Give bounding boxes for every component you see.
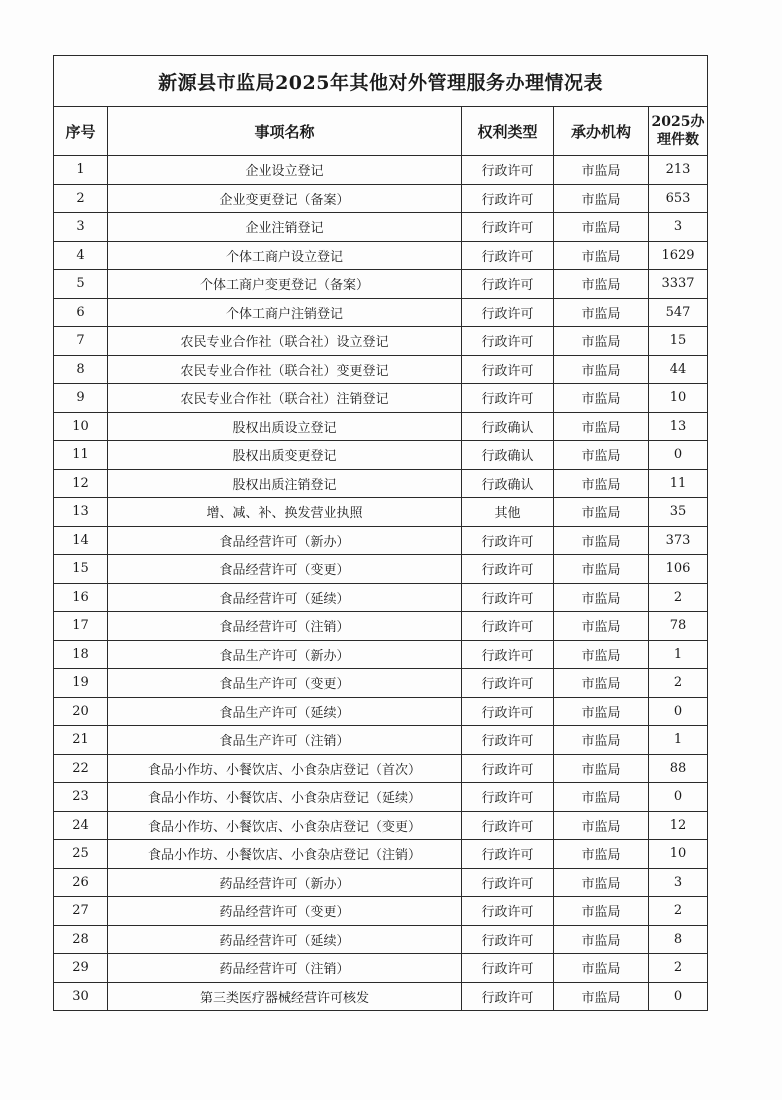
row-count-cell: 13	[649, 412, 708, 441]
row-item-name-cell: 股权出质设立登记	[108, 412, 462, 441]
row-index-cell: 23	[54, 783, 108, 812]
row-agency-cell: 市监局	[554, 868, 649, 897]
table-body	[54, 156, 708, 1011]
row-agency-cell: 市监局	[554, 555, 649, 584]
row-count-cell: 547	[649, 298, 708, 327]
row-right-type-cell: 行政许可	[462, 697, 554, 726]
table-row	[54, 384, 708, 413]
row-right-type-cell: 行政许可	[462, 270, 554, 299]
row-item-name-cell: 药品经营许可（变更）	[108, 897, 462, 926]
row-item-name-cell: 食品生产许可（新办）	[108, 640, 462, 669]
row-count-cell: 12	[649, 811, 708, 840]
row-item-name-cell: 药品经营许可（注销）	[108, 954, 462, 983]
header-item-name: 事项名称	[108, 107, 462, 156]
row-right-type-cell: 行政许可	[462, 327, 554, 356]
row-index-cell: 14	[54, 526, 108, 555]
row-count-cell: 10	[649, 840, 708, 869]
row-agency-cell: 市监局	[554, 925, 649, 954]
table-row	[54, 583, 708, 612]
row-right-type-cell: 行政许可	[462, 954, 554, 983]
row-index-cell: 1	[54, 156, 108, 185]
row-right-type-cell: 行政许可	[462, 640, 554, 669]
row-index-cell: 15	[54, 555, 108, 584]
row-agency-cell: 市监局	[554, 298, 649, 327]
row-item-name-cell: 食品经营许可（注销）	[108, 612, 462, 641]
row-count-cell: 2	[649, 583, 708, 612]
row-count-cell: 8	[649, 925, 708, 954]
table-row	[54, 612, 708, 641]
table-row	[54, 555, 708, 584]
row-count-cell: 1	[649, 726, 708, 755]
row-right-type-cell: 行政许可	[462, 555, 554, 584]
row-agency-cell: 市监局	[554, 412, 649, 441]
row-agency-cell: 市监局	[554, 783, 649, 812]
row-index-cell: 8	[54, 355, 108, 384]
row-index-cell: 16	[54, 583, 108, 612]
row-index-cell: 6	[54, 298, 108, 327]
document-title: 新源县市监局2025年其他对外管理服务办理情况表	[54, 56, 708, 107]
row-item-name-cell: 食品生产许可（变更）	[108, 669, 462, 698]
row-agency-cell: 市监局	[554, 897, 649, 926]
row-item-name-cell: 食品小作坊、小餐饮店、小食杂店登记（注销）	[108, 840, 462, 869]
row-count-cell: 2	[649, 897, 708, 926]
row-right-type-cell: 行政许可	[462, 355, 554, 384]
row-right-type-cell: 行政许可	[462, 897, 554, 926]
row-index-cell: 9	[54, 384, 108, 413]
row-index-cell: 17	[54, 612, 108, 641]
row-item-name-cell: 个体工商户变更登记（备案）	[108, 270, 462, 299]
row-agency-cell: 市监局	[554, 811, 649, 840]
row-agency-cell: 市监局	[554, 640, 649, 669]
table-row	[54, 897, 708, 926]
row-index-cell: 3	[54, 213, 108, 242]
row-item-name-cell: 药品经营许可（新办）	[108, 868, 462, 897]
row-right-type-cell: 行政许可	[462, 811, 554, 840]
row-agency-cell: 市监局	[554, 270, 649, 299]
row-right-type-cell: 行政许可	[462, 526, 554, 555]
row-right-type-cell: 行政确认	[462, 412, 554, 441]
row-index-cell: 13	[54, 498, 108, 527]
row-index-cell: 5	[54, 270, 108, 299]
row-index-cell: 26	[54, 868, 108, 897]
row-item-name-cell: 个体工商户设立登记	[108, 241, 462, 270]
row-agency-cell: 市监局	[554, 840, 649, 869]
table-row	[54, 469, 708, 498]
row-item-name-cell: 药品经营许可（延续）	[108, 925, 462, 954]
row-count-cell: 3337	[649, 270, 708, 299]
row-index-cell: 29	[54, 954, 108, 983]
row-index-cell: 30	[54, 982, 108, 1011]
row-right-type-cell: 行政确认	[462, 441, 554, 470]
row-count-cell: 10	[649, 384, 708, 413]
row-agency-cell: 市监局	[554, 669, 649, 698]
service-table	[53, 55, 708, 1011]
row-count-cell: 0	[649, 982, 708, 1011]
table-row	[54, 954, 708, 983]
row-index-cell: 4	[54, 241, 108, 270]
row-agency-cell: 市监局	[554, 583, 649, 612]
row-right-type-cell: 行政许可	[462, 669, 554, 698]
table-header-row	[54, 107, 708, 156]
row-agency-cell: 市监局	[554, 498, 649, 527]
row-count-cell: 0	[649, 697, 708, 726]
row-agency-cell: 市监局	[554, 441, 649, 470]
row-item-name-cell: 增、减、补、换发营业执照	[108, 498, 462, 527]
table-row	[54, 156, 708, 185]
row-item-name-cell: 第三类医疗器械经营许可核发	[108, 982, 462, 1011]
row-agency-cell: 市监局	[554, 954, 649, 983]
row-index-cell: 2	[54, 184, 108, 213]
row-index-cell: 18	[54, 640, 108, 669]
row-right-type-cell: 行政许可	[462, 241, 554, 270]
row-right-type-cell: 行政许可	[462, 583, 554, 612]
row-right-type-cell: 行政许可	[462, 384, 554, 413]
row-agency-cell: 市监局	[554, 156, 649, 185]
table-row	[54, 526, 708, 555]
row-right-type-cell: 行政许可	[462, 298, 554, 327]
row-agency-cell: 市监局	[554, 384, 649, 413]
row-right-type-cell: 行政许可	[462, 925, 554, 954]
table-row	[54, 498, 708, 527]
row-item-name-cell: 农民专业合作社（联合社）注销登记	[108, 384, 462, 413]
table-row	[54, 726, 708, 755]
row-item-name-cell: 食品经营许可（变更）	[108, 555, 462, 584]
row-index-cell: 20	[54, 697, 108, 726]
row-count-cell: 0	[649, 441, 708, 470]
row-right-type-cell: 行政许可	[462, 213, 554, 242]
table-row	[54, 811, 708, 840]
header-index: 序号	[54, 107, 108, 156]
row-right-type-cell: 行政许可	[462, 612, 554, 641]
row-item-name-cell: 股权出质变更登记	[108, 441, 462, 470]
row-right-type-cell: 行政许可	[462, 783, 554, 812]
header-count: 2025办理件数	[649, 107, 708, 156]
row-right-type-cell: 行政许可	[462, 726, 554, 755]
row-item-name-cell: 企业设立登记	[108, 156, 462, 185]
row-count-cell: 373	[649, 526, 708, 555]
table-row	[54, 640, 708, 669]
row-count-cell: 1	[649, 640, 708, 669]
row-item-name-cell: 食品生产许可（注销）	[108, 726, 462, 755]
row-right-type-cell: 行政许可	[462, 754, 554, 783]
row-item-name-cell: 农民专业合作社（联合社）设立登记	[108, 327, 462, 356]
row-agency-cell: 市监局	[554, 184, 649, 213]
header-right-type: 权利类型	[462, 107, 554, 156]
table-row	[54, 840, 708, 869]
row-count-cell: 35	[649, 498, 708, 527]
row-index-cell: 27	[54, 897, 108, 926]
table-row	[54, 441, 708, 470]
row-agency-cell: 市监局	[554, 327, 649, 356]
row-item-name-cell: 股权出质注销登记	[108, 469, 462, 498]
row-agency-cell: 市监局	[554, 754, 649, 783]
row-index-cell: 24	[54, 811, 108, 840]
row-index-cell: 10	[54, 412, 108, 441]
table-row	[54, 669, 708, 698]
row-index-cell: 12	[54, 469, 108, 498]
table-row	[54, 355, 708, 384]
row-index-cell: 25	[54, 840, 108, 869]
row-count-cell: 44	[649, 355, 708, 384]
row-agency-cell: 市监局	[554, 697, 649, 726]
table-row	[54, 184, 708, 213]
row-item-name-cell: 食品生产许可（延续）	[108, 697, 462, 726]
row-agency-cell: 市监局	[554, 612, 649, 641]
row-agency-cell: 市监局	[554, 469, 649, 498]
table-row	[54, 868, 708, 897]
row-count-cell: 213	[649, 156, 708, 185]
row-right-type-cell: 行政许可	[462, 982, 554, 1011]
row-count-cell: 88	[649, 754, 708, 783]
row-count-cell: 1629	[649, 241, 708, 270]
row-index-cell: 22	[54, 754, 108, 783]
row-index-cell: 28	[54, 925, 108, 954]
row-item-name-cell: 企业变更登记（备案）	[108, 184, 462, 213]
table-row	[54, 213, 708, 242]
row-count-cell: 653	[649, 184, 708, 213]
row-index-cell: 7	[54, 327, 108, 356]
row-item-name-cell: 食品小作坊、小餐饮店、小食杂店登记（首次）	[108, 754, 462, 783]
row-count-cell: 11	[649, 469, 708, 498]
row-right-type-cell: 行政许可	[462, 868, 554, 897]
row-item-name-cell: 食品经营许可（新办）	[108, 526, 462, 555]
table-row	[54, 412, 708, 441]
row-item-name-cell: 企业注销登记	[108, 213, 462, 242]
row-count-cell: 0	[649, 783, 708, 812]
row-right-type-cell: 行政确认	[462, 469, 554, 498]
row-item-name-cell: 食品小作坊、小餐饮店、小食杂店登记（延续）	[108, 783, 462, 812]
header-agency: 承办机构	[554, 107, 649, 156]
table-row	[54, 925, 708, 954]
row-agency-cell: 市监局	[554, 241, 649, 270]
table-row	[54, 327, 708, 356]
row-count-cell: 106	[649, 555, 708, 584]
row-agency-cell: 市监局	[554, 982, 649, 1011]
row-count-cell: 3	[649, 213, 708, 242]
row-item-name-cell: 个体工商户注销登记	[108, 298, 462, 327]
table-row	[54, 982, 708, 1011]
row-item-name-cell: 食品小作坊、小餐饮店、小食杂店登记（变更）	[108, 811, 462, 840]
row-item-name-cell: 农民专业合作社（联合社）变更登记	[108, 355, 462, 384]
row-index-cell: 21	[54, 726, 108, 755]
table-row	[54, 241, 708, 270]
row-count-cell: 3	[649, 868, 708, 897]
row-item-name-cell: 食品经营许可（延续）	[108, 583, 462, 612]
table-row	[54, 298, 708, 327]
row-right-type-cell: 行政许可	[462, 840, 554, 869]
row-agency-cell: 市监局	[554, 355, 649, 384]
row-right-type-cell: 其他	[462, 498, 554, 527]
row-count-cell: 78	[649, 612, 708, 641]
table-row	[54, 783, 708, 812]
row-right-type-cell: 行政许可	[462, 156, 554, 185]
row-count-cell: 2	[649, 954, 708, 983]
row-right-type-cell: 行政许可	[462, 184, 554, 213]
row-agency-cell: 市监局	[554, 213, 649, 242]
table-row	[54, 270, 708, 299]
row-agency-cell: 市监局	[554, 726, 649, 755]
table-row	[54, 754, 708, 783]
row-agency-cell: 市监局	[554, 526, 649, 555]
row-count-cell: 2	[649, 669, 708, 698]
row-count-cell: 15	[649, 327, 708, 356]
row-index-cell: 19	[54, 669, 108, 698]
row-index-cell: 11	[54, 441, 108, 470]
table-row	[54, 697, 708, 726]
